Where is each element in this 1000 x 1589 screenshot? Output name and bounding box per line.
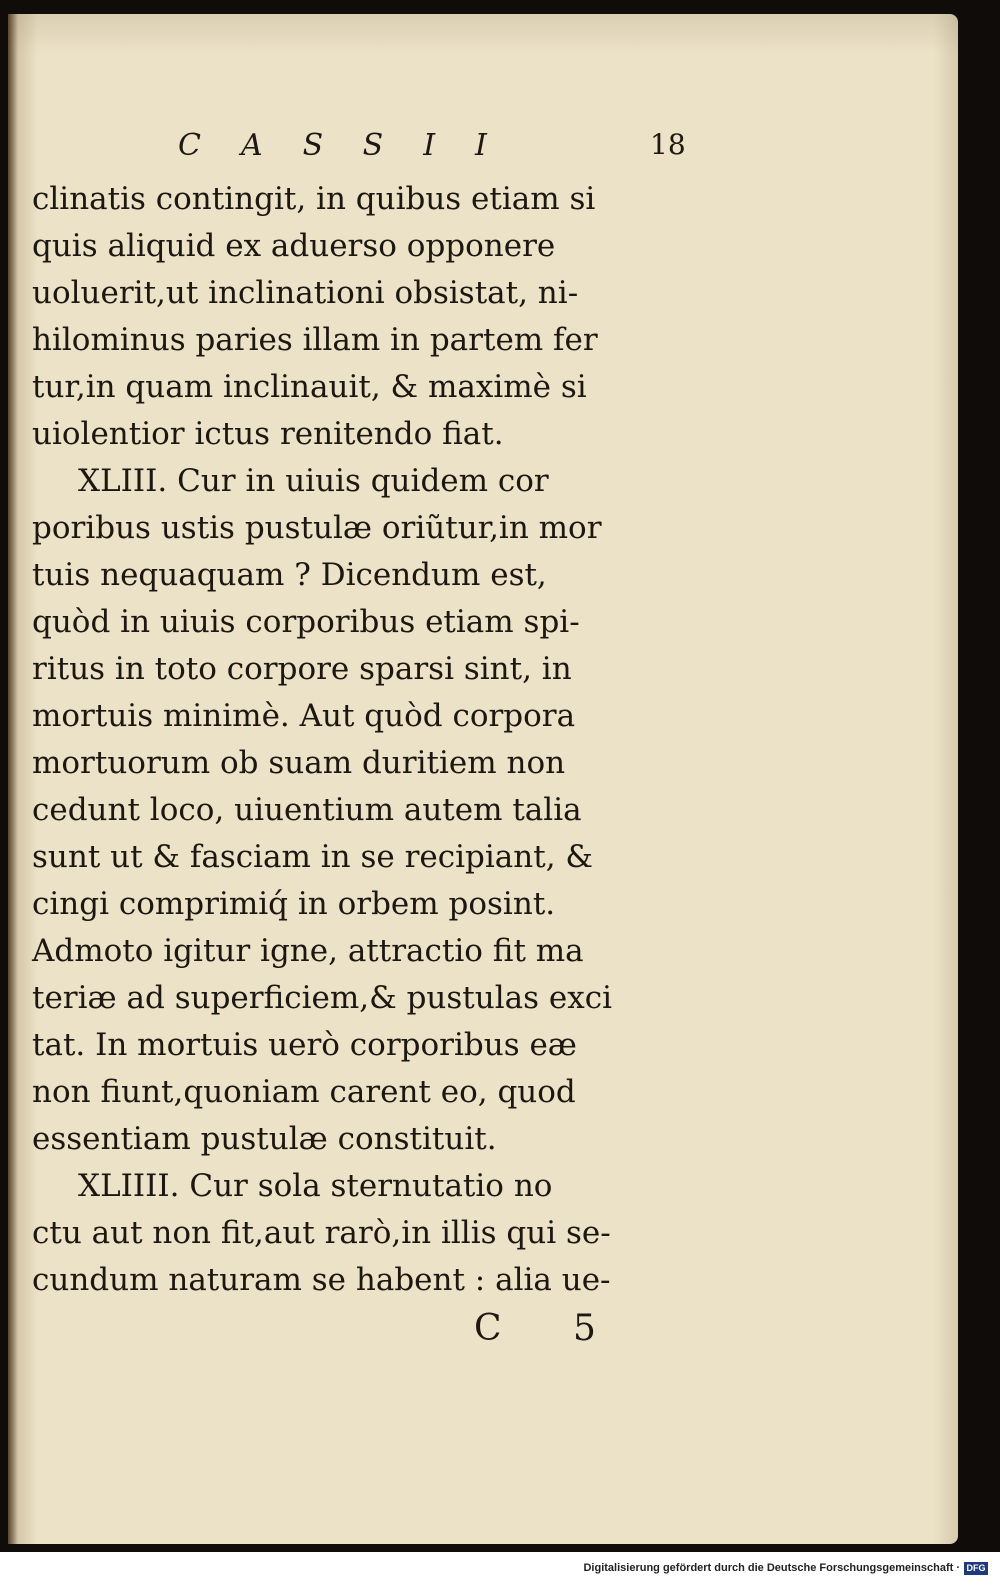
text-line: tuis nequaquam ? Dicendum est, [32,557,547,593]
text-line: Admoto igitur igne, attractio fit ma [32,933,584,969]
text-line: quis aliquid ex aduerso opponere [32,228,556,264]
text-line: XLIII. Cur in uiuis quidem cor [78,463,549,499]
text-line: cingi comprimiq́ in orbem posint. [32,886,556,922]
text-line: tur,in quam inclinauit, & maximè si [32,369,587,405]
text-line: essentiam pustulæ constituit. [32,1121,497,1157]
text-line: quòd in uiuis corporibus etiam spi- [32,604,580,640]
text-line: teriæ ad superficiem,& pustulas exci [32,980,612,1016]
text-line: poribus ustis pustulæ oriũtur,in mor [32,510,602,546]
text-line: cedunt loco, uiuentium autem talia [32,792,582,828]
signature-mark: C 5 [474,1308,626,1349]
text-line: uiolentior ictus renitendo fiat. [32,416,504,452]
text-line: non fiunt,quoniam carent eo, quod [32,1074,576,1110]
text-line: mortuis minimè. Aut quòd corpora [32,698,576,734]
text-line: XLIIII. Cur sola sternutatio no [78,1168,553,1204]
body-text [32,176,692,1304]
text-line: mortuorum ob suam duritiem non [32,745,566,781]
text-line: ritus in toto corpore sparsi sint, in [32,651,572,687]
text-line: sunt ut & fasciam in se recipiant, & [32,839,593,875]
footer-credit: Digitalisierung gefördert durch die Deutsche Forschungsgemeinschaft · [583,1562,960,1574]
page-gutter-shadow [8,14,18,1544]
text-line: tat. In mortuis uerò corporibus eæ [32,1027,577,1063]
text-line: uoluerit,ut inclinationi obsistat, ni- [32,275,579,311]
dfg-logo-icon: DFG [964,1562,988,1575]
text-line: clinatis contingit, in quibus etiam si [32,181,596,217]
text-line: ctu aut non fit,aut rarò,in illis qui se- [32,1215,611,1251]
page-number: 18 [650,128,686,161]
text-line: cundum naturam se habent : alia ue- [32,1262,611,1298]
running-head: CASSII [178,128,527,163]
text-line: hilominus paries illam in partem fer [32,322,598,358]
